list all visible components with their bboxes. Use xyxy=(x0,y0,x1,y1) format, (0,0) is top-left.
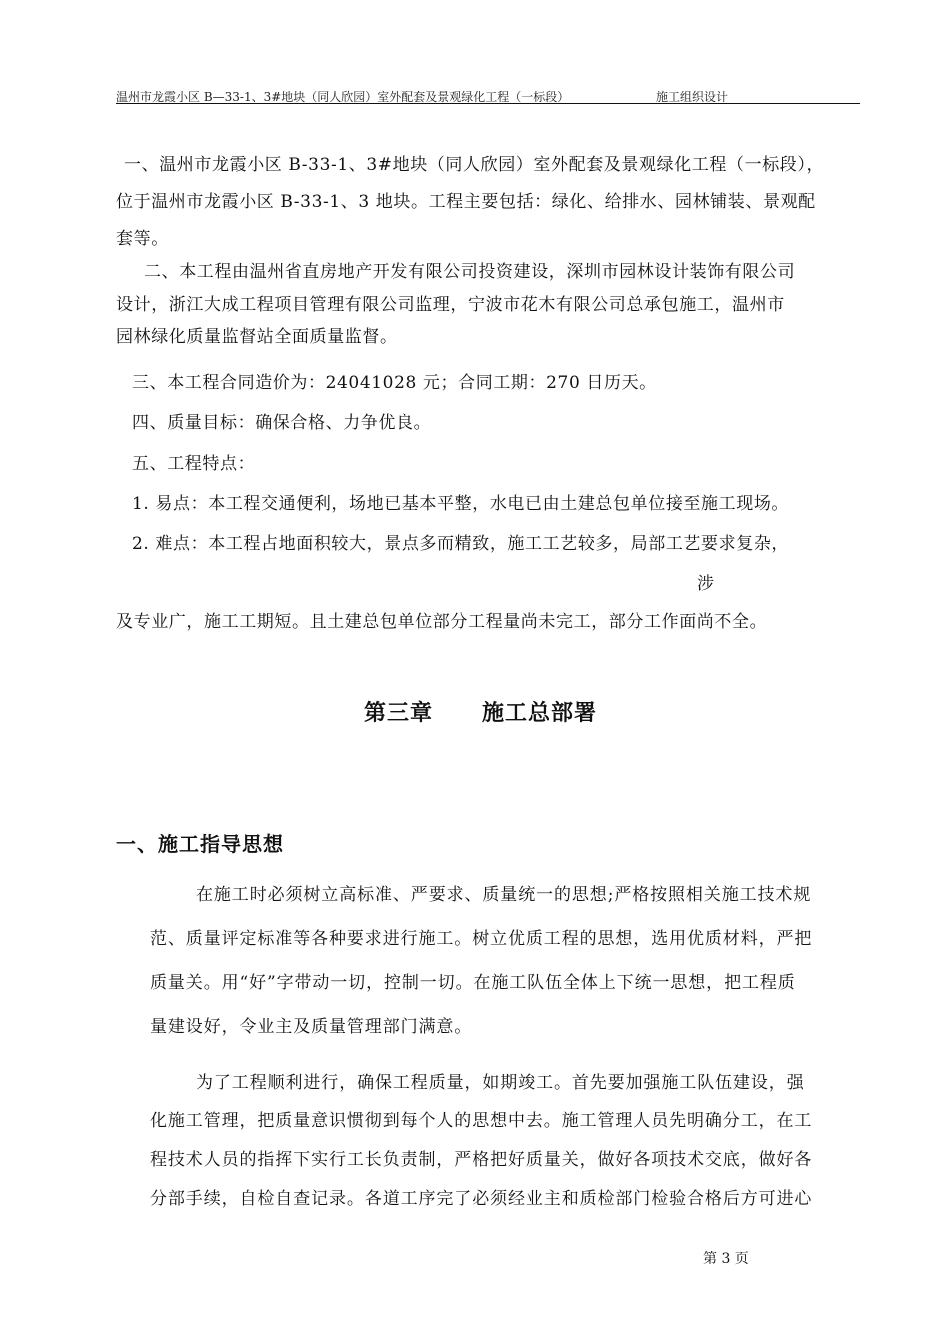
paragraph-1-line-1: 在施工时必须树立高标准、严要求、质量统一的思想;严格按照相关施工技术规 xyxy=(196,885,812,905)
header-document-type: 施工组织设计 xyxy=(656,90,729,104)
header-divider xyxy=(116,103,860,104)
paragraph-1-line-2: 范、质量评定标准等各种要求进行施工。树立优质工程的思想，选用优质材料，严把 xyxy=(150,929,813,949)
paragraph-1-line-3: 质量关。用“好”字带动一切，控制一切。在施工队伍全体上下统一思想，把工程质 xyxy=(150,973,796,993)
header-project-title: 温州市龙霞小区 B—33-1、3#地块（同人欣园）室外配套及景观绿化工程（一标段） xyxy=(116,90,570,104)
chapter-title: 施工总部署 xyxy=(482,700,598,726)
overview-line-3: 套等。 xyxy=(116,229,169,249)
paragraph-2-line-1: 为了工程顺利进行，确保工程质量，如期竣工。首先要加强施工队伍建设，强 xyxy=(196,1073,805,1093)
page-number: 第 3 页 xyxy=(703,1251,749,1267)
overview-line-5: 设计，浙江大成工程项目管理有限公司监理，宁波市花木有限公司总承包施工，温州市 xyxy=(116,295,785,315)
paragraph-2-line-4: 分部手续，自检自查记录。各道工序完了必须经业主和质检部门检验合格后方可进心 xyxy=(150,1189,813,1209)
feature-easy-line: 1. 易点：本工程交通便利，场地已基本平整，水电已由土建总包单位接至施工现场。 xyxy=(132,494,790,514)
section-heading: 一、施工指导思想 xyxy=(116,832,284,856)
quality-target-line: 四、质量目标：确保合格、力争优良。 xyxy=(132,413,432,433)
overview-line-6: 园林绿化质量监督站全面质量监督。 xyxy=(116,327,398,347)
overview-line-4: 二、本工程由温州省直房地产开发有限公司投资建设，深圳市园林设计装饰有限公司 xyxy=(144,262,796,282)
feature-difficult-continuation: 及专业广，施工工期短。且土建总包单位部分工程量尚未完工，部分工作面尚不全。 xyxy=(116,612,768,632)
feature-difficult-wrap-char: 涉 xyxy=(697,574,715,594)
contract-price-line: 三、本工程合同造价为：24041028 元；合同工期：270 日历天。 xyxy=(132,373,657,393)
feature-difficult-line: 2. 难点：本工程占地面积较大，景点多而精致，施工工艺较多，局部工艺要求复杂， xyxy=(132,534,790,554)
paragraph-1-line-4: 量建设好，令业主及质量管理部门满意。 xyxy=(150,1017,473,1037)
paragraph-2-line-3: 程技术人员的指挥下实行工长负责制，严格把好质量关，做好各项技术交底，做好各 xyxy=(150,1150,813,1170)
overview-line-2: 位于温州市龙霞小区 B-33-1、3 地块。工程主要包括：绿化、给排水、园林铺装、景观配 xyxy=(116,192,816,212)
features-heading: 五、工程特点： xyxy=(132,454,256,474)
chapter-number: 第三章 xyxy=(364,700,434,726)
overview-line-1: 一、温州市龙霞小区 B-33-1、3#地块（同人欣园）室外配套及景观绿化工程（一标段）， xyxy=(124,155,825,175)
paragraph-2-line-2: 化施工管理，把质量意识惯彻到每个人的思想中去。施工管理人员先明确分工，在工 xyxy=(150,1111,813,1131)
